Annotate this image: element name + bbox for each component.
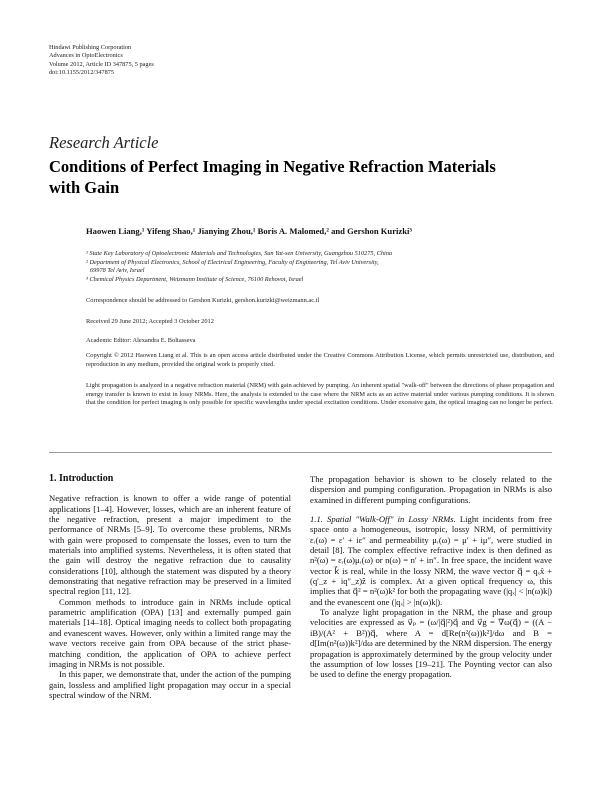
walkoff-text: Light incidents from free space onto a homogeneous, isotropic, lossy NRM, of permittivity εᵣ(ω) = ε′ + iε″ and permeability μᵣ(ω) = μ′ + iμ″, were studied in detail [8]. The complex effective refractive index is then defined as n²(ω) = εᵣ(ω)μᵣ(ω) or n(ω) = n′ + in″. In free space, the incident wave vector k⃗ is real, while in the lossy NRM, the wave vector q⃗ = qₓx̂ + (q′_z + iq″_z)ẑ is complex. At a given optical frequency ω, this implies that q⃗² = n²(ω)k² for both the propagating wave (|qₓ| < |n(ω)k|) and the evanescent one (|qₓ| > |n(ω)k|). [310, 514, 552, 607]
section-heading: 1. Introduction [49, 473, 114, 484]
affiliation-2-cont: 69978 Tel Aviv, Israel [90, 267, 145, 275]
volume-info: Volume 2012, Article ID 347875, 5 pages [49, 60, 154, 68]
propagation-paragraph: The propagation behavior is shown to be closely related to the dispersion and pumping configuration. Propagation in NRMs is also examined in different pumping configurations. [310, 474, 552, 505]
header-divider [49, 452, 552, 453]
license-statement: Copyright © 2012 Haowen Liang et al. This is an open access article distributed under the Creative Commons Attribution License, which permits unrestricted use, distribution, and reproduction in any medium, provided the original work is properly cited. [86, 352, 554, 368]
velocity-paragraph: To analyze light propagation in the NRM, the phase and group velocities are expressed as v⃗ₚ = (ω/|q⃗|²)q⃗ and v⃗g = ∇ω(q⃗) = ((A − iB)/(A² + B²))q⃗, where A = d[Re(n²(ω))k²]/dω and B = d[Im(n²(ω))k²]/dω are determined by the NRM dispersion. The energy propagation is approximately determined by the group velocity under the assumption of low losses [19–21]. The Poynting vector can also be used to define the energy propagation. [310, 607, 552, 680]
abstract: Light propagation is analyzed in a negative refraction material (NRM) with gain achieved by pumping. An inherent spatial "walk-off" between the directions of phase propagation and energy transfer is known to exist in lossy NRMs. Here, the analysis is extended to the case where the NRM acts as an active material under various pumping conditions. It is shown that the condition for perfect imaging is only possible for specific wavelengths under special excitation conditions. Under excessive gain, the optical imaging can no longer be perfect. [86, 382, 554, 407]
journal-name: Advances in OptoElectronics [49, 52, 123, 60]
publication-info [49, 44, 154, 78]
affiliation-1: ¹ State Key Laboratory of Optoelectronic Materials and Technologies, Sun Yat-sen University, Guangzhou 510275, China [86, 250, 393, 257]
academic-editor: Academic Editor: Alexandra E. Boltasseva [86, 337, 196, 344]
received-dates: Received 29 June 2012; Accepted 3 October 2012 [86, 318, 214, 325]
intro-paragraph-1: Negative refraction is known to offer a wide range of potential applications [1–4]. However, losses, which are an inherent feature of the negative refraction, present a major impediment to the performance of NRMs [5–9]. To overcome these problems, NRMs with gain were proposed to compensate the losses, even to turn the materials into amplified systems. Nevertheless, it is often stated that the gain will destroy the negative refraction due to causality considerations [10], although the statement was disputed by a theory demonstrating that negative refraction may be preserved in a limited spectral region [11, 12]. [49, 493, 291, 597]
affiliation-2: ² Department of Physical Electronics, School of Electrical Engineering, Faculty of Engineering, Tel Aviv University, [86, 258, 379, 266]
doi: doi:10.1155/2012/347875 [49, 69, 115, 77]
affiliation-list [86, 250, 392, 285]
correspondence-note: Correspondence should be addressed to Gershon Kurizki, gershon.kurizki@weizmann.ac.il [86, 297, 320, 304]
article-type: Research Article [49, 133, 159, 152]
publisher-name: Hindawi Publishing Corporation [49, 44, 132, 51]
left-column [49, 474, 291, 700]
walkoff-paragraph [310, 514, 552, 607]
subsection-heading: 1.1. Spatial "Walk-Off" in Lossy NRMs. [310, 514, 456, 525]
affiliation-3: ³ Chemical Physics Department, Weizmann Institute of Science, 76100 Rehovot, Israel [86, 276, 304, 284]
author-list: Haowen Liang,¹ Yifeng Shao,¹ Jianying Zhou,¹ Boris A. Malomed,² and Gershon Kurizki³ [86, 226, 412, 236]
right-column [310, 474, 552, 680]
intro-paragraph-3: In this paper, we demonstrate that, under the action of the pumping gain, lossless and amplified light propagation may occur in a special spectral window of the NRM. [49, 669, 291, 700]
intro-paragraph-2: Common methods to introduce gain in NRMs include optical parametric amplification (OPA) [13] and externally pumped gain materials [14–18]. Optical imaging needs to collect both propagating and evanescent waves. However, only within a limited range may the wave vectors receive gain from OPA because of the strict phase-matching condition, the application of OPA to achieve perfect imaging in NRMs is not possible. [49, 596, 291, 669]
paper-title: Conditions of Perfect Imaging in Negative Refraction Materials with Gain [49, 157, 496, 197]
